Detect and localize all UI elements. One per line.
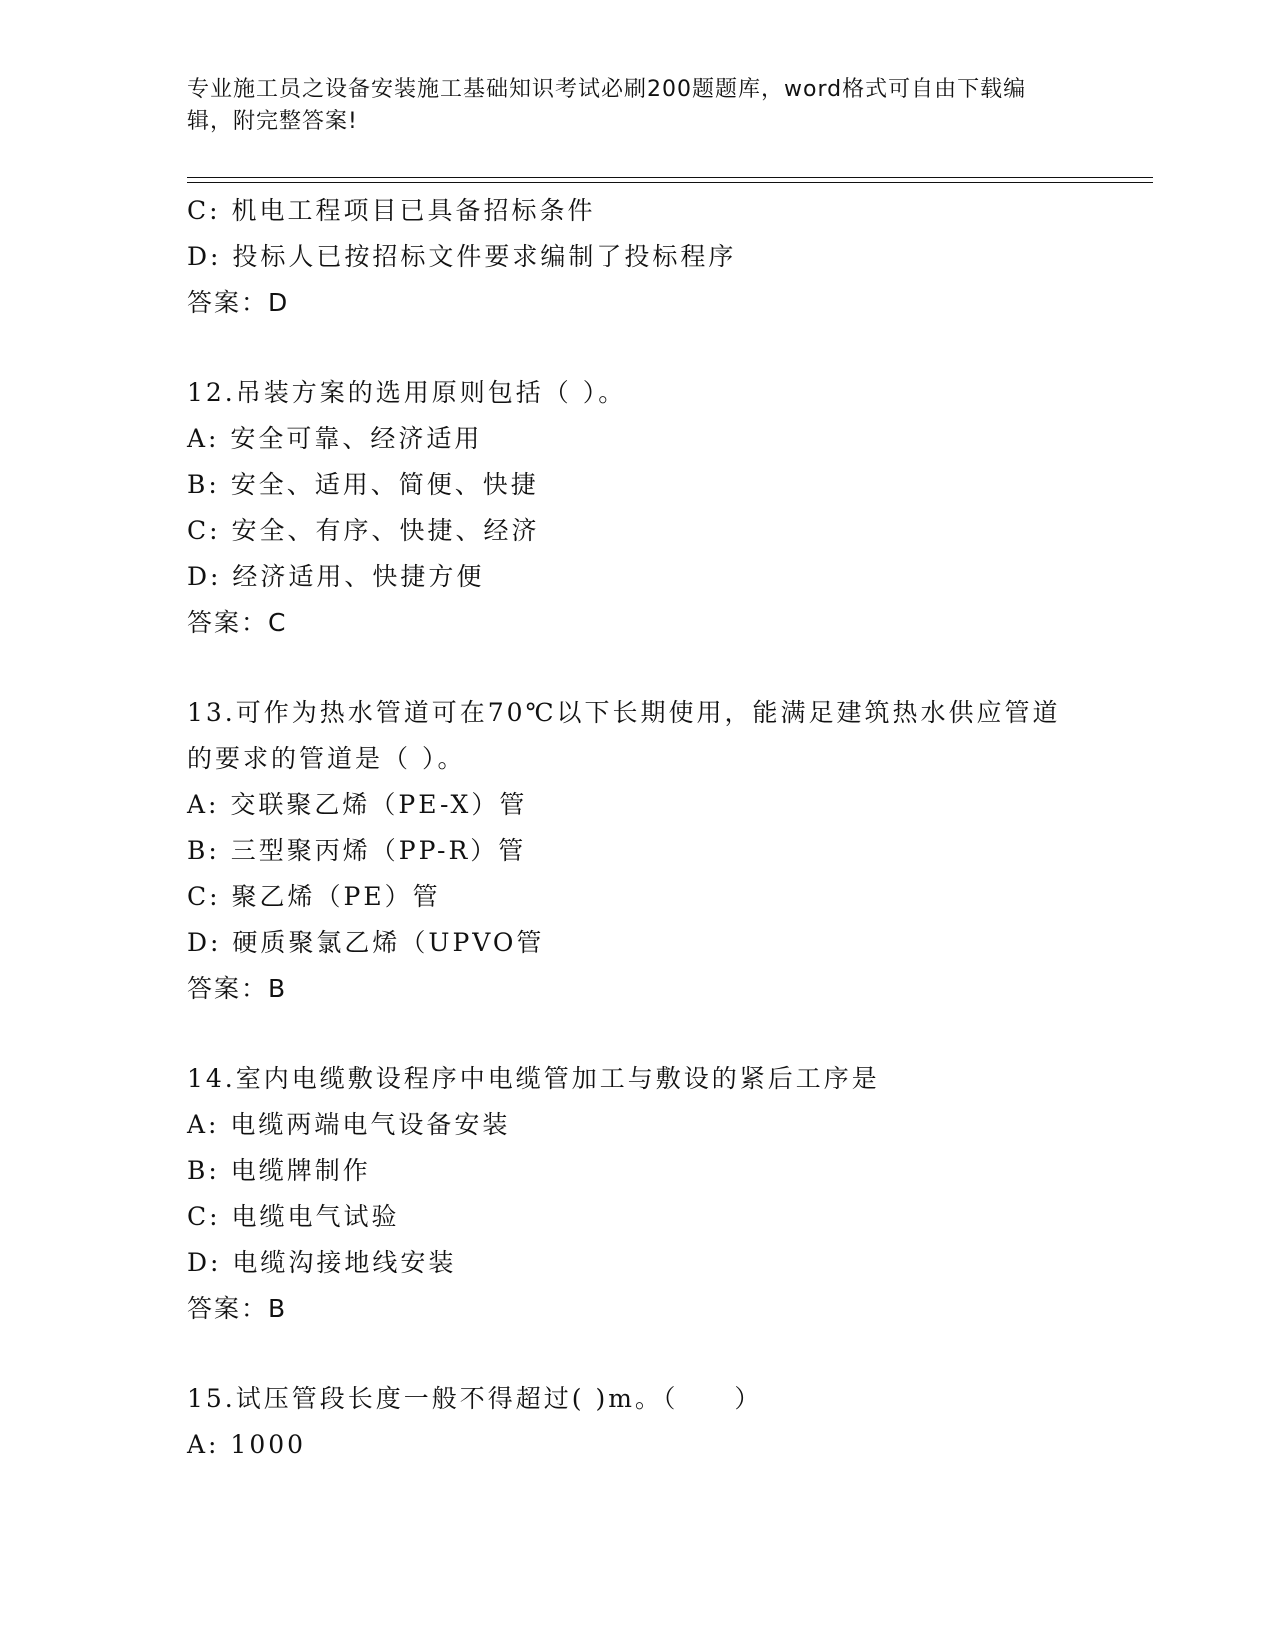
question-text: 14.室内电缆敷设程序中电缆管加工与敷设的紧后工序是	[187, 1064, 880, 1093]
option-line: B: 安全、适用、简便、快捷	[187, 470, 539, 499]
answer-line: 答案：C	[187, 608, 288, 637]
answer-line: 答案：B	[187, 1294, 288, 1323]
question-block	[187, 690, 1087, 1012]
question-list	[187, 188, 1087, 1468]
option-line: C: 聚乙烯（PE）管	[187, 882, 441, 911]
header-rule-top	[187, 177, 1153, 178]
option-line: D: 硬质聚氯乙烯（UPVO管	[187, 928, 545, 957]
option-line: A: 安全可靠、经济适用	[187, 424, 483, 453]
option-line: C: 电缆电气试验	[187, 1202, 400, 1231]
option-line: B: 电缆牌制作	[187, 1156, 371, 1185]
question-text: 15.试压管段长度一般不得超过( )m。（ ）	[187, 1384, 763, 1413]
question-text: 13.可作为热水管道可在70℃以下长期使用，能满足建筑热水供应管道的要求的管道是（ ）。	[187, 698, 1061, 773]
answer-line: 答案：B	[187, 974, 288, 1003]
option-line: D: 投标人已按招标文件要求编制了投标程序	[187, 242, 737, 271]
header-rule-bottom	[187, 182, 1153, 183]
question-block	[187, 1376, 1087, 1468]
option-line: D: 经济适用、快捷方便	[187, 562, 485, 591]
option-line: A: 电缆两端电气设备安装	[187, 1110, 511, 1139]
option-line: D: 电缆沟接地线安装	[187, 1248, 457, 1277]
answer-line: 答案：D	[187, 288, 290, 317]
question-block	[187, 1056, 1087, 1332]
option-line: B: 三型聚丙烯（PP-R）管	[187, 836, 527, 865]
question-block	[187, 188, 1087, 326]
page-header: 专业施工员之设备安装施工基础知识考试必刷200题题库，word格式可自由下载编辑，附完整答案!	[187, 77, 1027, 134]
question-text: 12.吊装方案的选用原则包括（ ）。	[187, 378, 627, 407]
question-block	[187, 370, 1087, 646]
option-line: A: 交联聚乙烯（PE-X）管	[187, 790, 528, 819]
option-line: C: 安全、有序、快捷、经济	[187, 516, 540, 545]
option-line: A: 1000	[187, 1430, 307, 1459]
option-line: C: 机电工程项目已具备招标条件	[187, 196, 596, 225]
